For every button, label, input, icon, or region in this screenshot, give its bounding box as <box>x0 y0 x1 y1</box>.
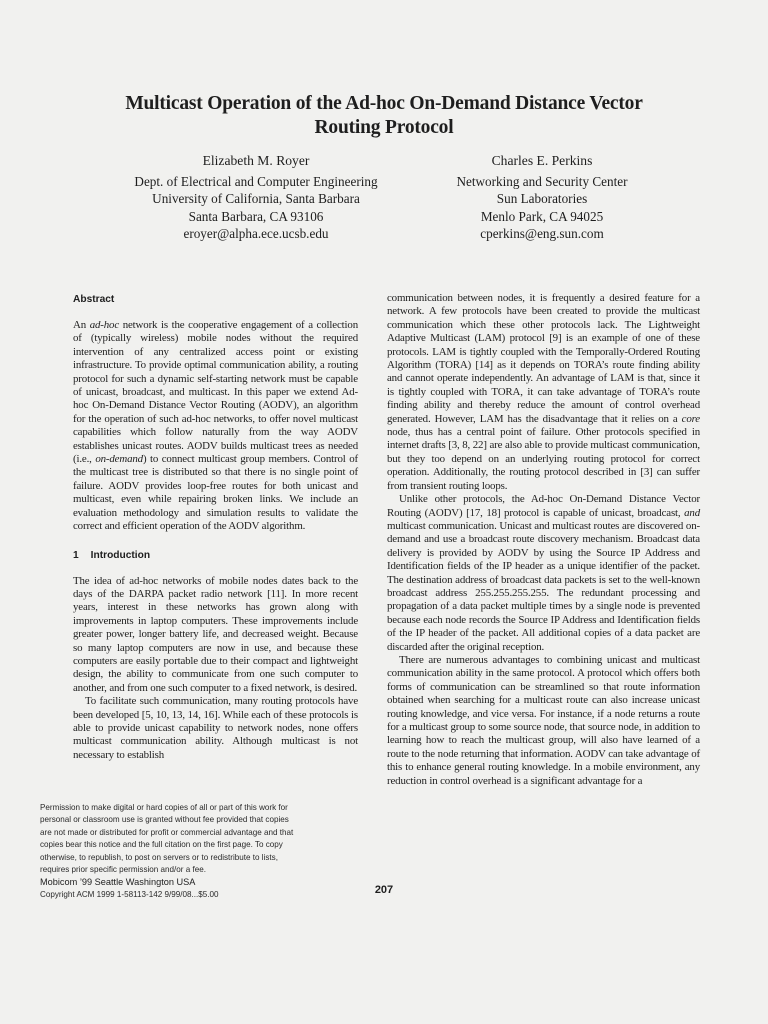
notice-line: copies bear this notice and the full citation on the first page. To copy <box>40 840 283 850</box>
author-affiliation-line: Menlo Park, CA 94025 <box>480 208 604 224</box>
author-email: eroyer@alpha.ece.ucsb.edu <box>183 226 329 241</box>
notice-line: are not made or distributed for profit or commercial advantage and that <box>40 827 294 837</box>
author-name: Elizabeth M. Royer <box>202 153 310 168</box>
title-line-1: Multicast Operation of the Ad-hoc On-Demand Distance Vector <box>125 93 643 114</box>
abstract-paragraph: An ad-hoc network is the cooperative engagement of a collection of (typically wireless) mobile nodes without the required intervention of any centralized access point or existing infrastructure. To provide optimal communication ability, a routing protocol for such a dynamic self-starting network must be capable of unicast, broadcast, and multicast. In this paper we extend Ad-hoc On-Demand Distance Vector Routing (AODV), an algorithm for the operation of such ad-hoc networks, to offer novel multicast capabilities which follow naturally from the way AODV establishes unicast routes. AODV builds multicast trees as needed (i.e., on-demand) to connect multicast group members. Control of the multicast tree is distributed so that there is no single point of failure. AODV provides loop-free routes for both unicast and multicast, even while repairing broken links. We include an evaluation methodology and simulation results to validate the correct and efficient operation of the AODV algorithm. <box>73 319 358 533</box>
author-block-royer <box>100 152 412 243</box>
right-paragraph-1: communication between nodes, it is frequently a desired feature for a network. A few protocols have been created to provide the multicast communication which these other protocols lack. The Lightweight Adaptive Multicast (LAM) protocol [9] is an example of one of these protocols. LAM is tightly coupled with the Temporally-Ordered Routing Algorithm (TORA) [14] as it depends on TORA’s route finding ability and cannot operate independently. An advantage of LAM is that, since it is tightly coupled with TORA, it can take advantage of TORA’s route finding ability and thereby reduce the amount of control overhead generated. However, LAM has the disadvantage that it relies on a core node, thus has a central point of failure. Other protocols specified in internet drafts [3, 8, 22] are also able to provide multicast communication, but they too depend on an underlying routing protocol for correct operation. Additionally, the routing protocol described in [3] can suffer from transient routing loops. <box>387 292 700 492</box>
copyright-line: Copyright ACM 1999 1-58113-142 9/99/08...$5.00 <box>40 889 219 899</box>
left-column <box>73 294 358 762</box>
intro-paragraph-2: To facilitate such communication, many routing protocols have been developed [5, 10, 13, 14, 16]. While each of these protocols is able to provide unicast capability to network nodes, none offers multicast communication ability. Although multicast is not necessary to establish <box>73 695 358 761</box>
right-column <box>387 292 700 788</box>
author-affiliation-line: Dept. of Electrical and Computer Engineering <box>134 173 378 189</box>
introduction-body <box>73 575 358 763</box>
author-affiliation-line: Networking and Security Center <box>456 173 628 189</box>
author-name: Charles E. Perkins <box>491 153 593 168</box>
author-block-perkins <box>414 152 670 243</box>
page-number: 207 <box>374 884 394 896</box>
abstract-body <box>73 319 358 534</box>
paper-title <box>40 92 728 140</box>
notice-line: personal or classroom use is granted without fee provided that copies <box>40 815 289 825</box>
author-email: cperkins@eng.sun.com <box>480 226 604 241</box>
right-paragraph-3: There are numerous advantages to combining unicast and multicast communication ability in the same protocol. A protocol which offers both forms of communication can be streamlined so that route information obtained when searching for a multicast route can also increase unicast routing knowledge, and vice versa. For instance, if a node returns a route for a multicast group to some source node, that source node, in addition to learning how to reach the multicast group, will also have learned of a route to the node returning that information. AODV can take advantage of this to enhance general routing knowledge. In a mobile environment, any reduction in control overhead is a significant advantage for a <box>387 653 700 787</box>
notice-line: otherwise, to republish, to post on servers or to redistribute to lists, <box>40 852 278 862</box>
title-line-2: Routing Protocol <box>314 117 454 138</box>
author-affiliation-line: Santa Barbara, CA 93106 <box>188 208 324 224</box>
notice-line: Permission to make digital or hard copies of all or part of this work for <box>40 803 288 812</box>
abstract-heading: Abstract <box>73 294 115 305</box>
author-affiliation-line: Sun Laboratories <box>496 191 588 206</box>
author-affiliation-line: University of California, Santa Barbara <box>152 191 360 206</box>
right-column-body <box>387 292 700 788</box>
right-paragraph-2: Unlike other protocols, the Ad-hoc On-Demand Distance Vector Routing (AODV) [17, 18] protocol is capable of unicast, broadcast, and multicast communication. Unicast and multicast routes are discovered on-demand and use a broadcast route discovery mechanism. Broadcast data delivery is provided by AODV by using the Source IP Address and Identification fields of the IP header as a unique identifier of the packet. The destination address of broadcast data packets is set to the well-known broadcast address 255.255.255.255. The redundant processing and propagation of a data packet multiple times by a single node is prevented because each node records the Source IP Address and Identification fields of the IP header of the packet. All additional copies of a data packet are discarded after the original reception. <box>387 493 700 653</box>
section-title: Introduction <box>90 549 151 561</box>
notice-line: requires prior specific permission and/or a fee. <box>40 865 206 875</box>
section-number: 1 <box>73 549 79 561</box>
section-heading-introduction <box>73 550 358 561</box>
venue-line: Mobicom ’99 Seattle Washington USA <box>40 877 196 888</box>
intro-paragraph-1: The idea of ad-hoc networks of mobile nodes dates back to the days of the DARPA packet radio network [11]. In more recent years, interest in these networks has grown along with improvements in laptop computers. These improvements include greater power, longer battery life, and decreased weight. Because so many laptop computers are now in use, and because these computers are easily portable due to their compact and lightweight design, the ability to communicate from one such computer to another, and from one such computer to a fixed network, is desired. <box>73 574 358 694</box>
